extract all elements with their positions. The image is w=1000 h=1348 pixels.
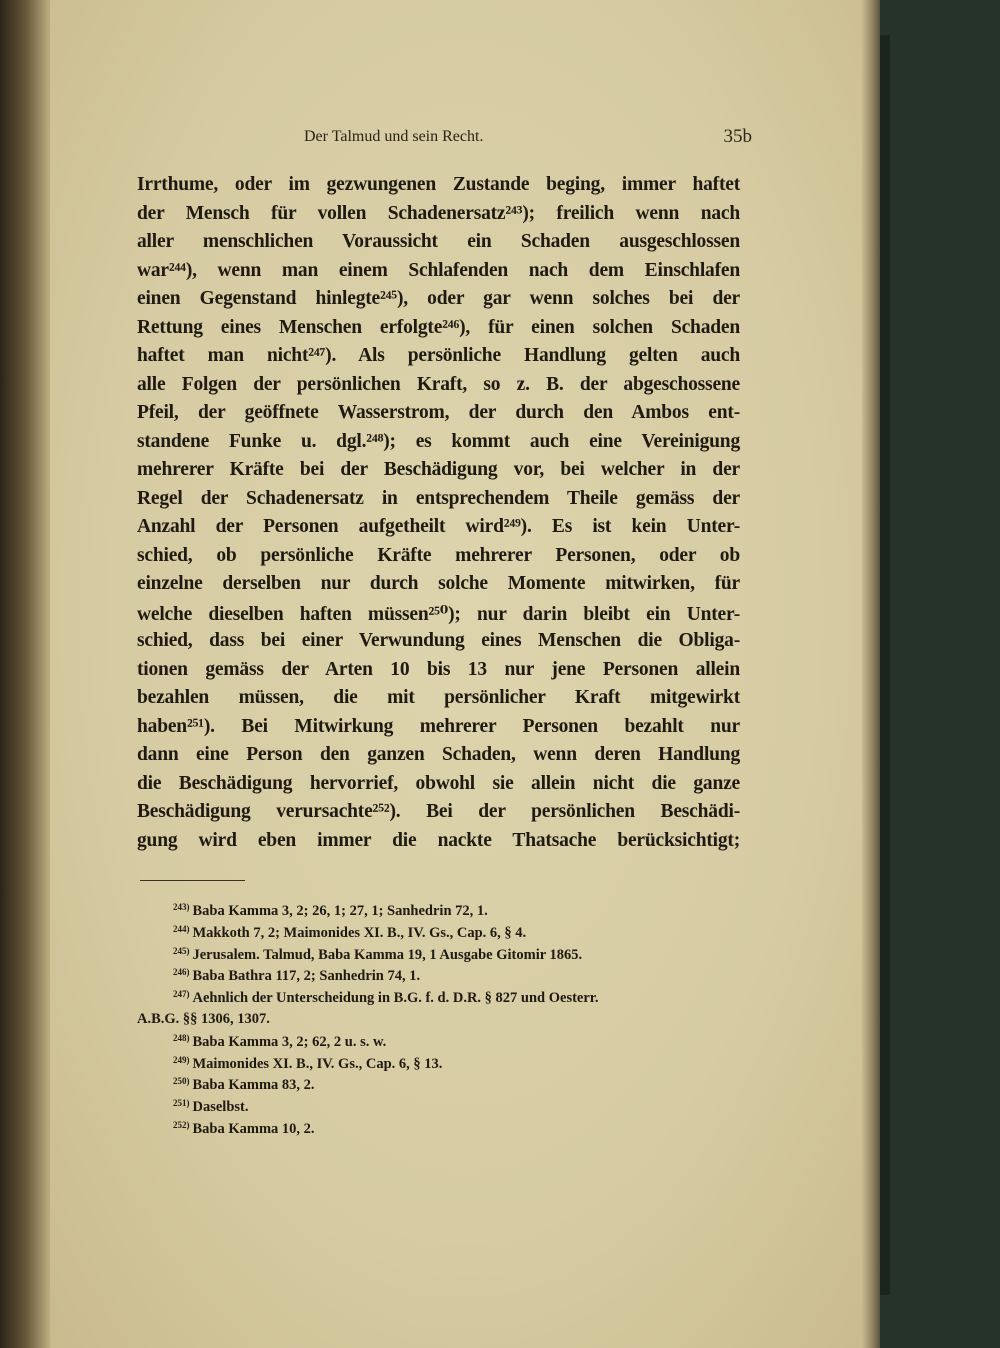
footnote-number: 245) xyxy=(173,945,190,956)
body-line-text: haftet man nicht²⁴⁷). Als persönliche Handlung gelten auch xyxy=(137,345,740,366)
footnote-text: Baba Bathra 117, 2; Sanhedrin 74, 1. xyxy=(192,968,421,985)
footnote xyxy=(173,1120,315,1138)
body-line xyxy=(137,345,740,367)
footnote-continuation: A.B.G. §§ 1306, 1307. xyxy=(137,1011,270,1027)
body-line-text: Irrthume, oder im gezwungenen Zustande beging, immer haftet xyxy=(137,174,740,195)
body-line xyxy=(137,231,740,253)
body-line xyxy=(137,545,740,567)
body-line-text: Anzahl der Personen aufgetheilt wird²⁴⁹). Es ist kein Unter- xyxy=(137,516,740,537)
body-line-text: dann eine Person den ganzen Schaden, wenn deren Handlung xyxy=(137,744,740,765)
body-line-text: der Mensch für vollen Schadenersatz²⁴³); freilich wenn nach xyxy=(137,202,740,224)
body-line-text: einzelne derselben nur durch solche Momente mitwirken, für xyxy=(137,573,740,594)
footnote xyxy=(173,1098,249,1116)
footnote xyxy=(173,902,488,920)
footnote-text: Jerusalem. Talmud, Baba Kamma 19, 1 Ausgabe Gitomir 1865. xyxy=(192,946,583,963)
body-line xyxy=(137,630,740,652)
running-title: Der Talmud und sein Recht. xyxy=(304,128,484,145)
body-line-text: die Beschädigung hervorrief, obwohl sie allein nicht die ganze xyxy=(137,772,740,794)
body-line-text: einen Gegenstand hinlegte²⁴⁵), oder gar wenn solches bei der xyxy=(137,288,740,309)
footnote xyxy=(173,967,420,985)
footnote-number: 252) xyxy=(173,1120,190,1130)
body-line-text: aller menschlichen Voraussicht ein Schaden ausgeschlossen xyxy=(137,231,740,252)
footnote-number: 247) xyxy=(173,989,190,1000)
footnote-text: Daselbst. xyxy=(192,1099,249,1116)
body-line xyxy=(137,459,740,481)
footnote-number: 249) xyxy=(173,1054,190,1065)
cover-rim xyxy=(880,35,890,1295)
body-line xyxy=(137,431,740,453)
footnote-text: Baba Kamma 10, 2. xyxy=(192,1121,315,1137)
footnote-text: Maimonides XI. B., IV. Gs., Cap. 6, § 13. xyxy=(192,1055,443,1072)
footnote xyxy=(173,1076,315,1094)
body-line-text: Pfeil, der geöffnete Wasserstrom, der durch den Ambos ent- xyxy=(137,402,740,423)
body-line xyxy=(137,203,740,225)
body-line xyxy=(137,317,740,339)
footnote-separator xyxy=(140,880,245,881)
footnote-text: Baba Kamma 3, 2; 26, 1; 27, 1; Sanhedrin 72, 1. xyxy=(192,903,488,919)
body-line-text: gung wird eben immer die nackte Thatsache berücksichtigt; xyxy=(137,829,740,851)
body-line-text: schied, dass bei einer Verwundung eines Menschen die Obliga- xyxy=(137,630,740,651)
footnote xyxy=(173,1033,386,1051)
body-line xyxy=(137,488,740,510)
body-line xyxy=(137,573,740,595)
body-line xyxy=(137,830,740,852)
footnote-text: Baba Kamma 3, 2; 62, 2 u. s. w. xyxy=(192,1033,387,1050)
footnote-number: 246) xyxy=(173,967,190,978)
footnote-number: 250) xyxy=(173,1076,190,1087)
body-line xyxy=(137,659,740,681)
body-line xyxy=(137,288,740,310)
footnote-text: Baba Kamma 83, 2. xyxy=(192,1077,315,1094)
body-line xyxy=(137,716,740,738)
footnote-number: 248) xyxy=(173,1032,190,1043)
body-line xyxy=(137,374,740,396)
footnote xyxy=(173,989,599,1007)
body-line-text: Rettung eines Menschen erfolgte²⁴⁶), für einen solchen Schaden xyxy=(137,316,740,338)
body-line xyxy=(137,174,740,196)
body-line-text: standene Funke u. dgl.²⁴⁸); es kommt auch eine Vereinigung xyxy=(137,430,740,452)
body-line-text: war²⁴⁴), wenn man einem Schlafenden nach dem Einschlafen xyxy=(137,259,740,281)
body-line-text: Beschädigung verursachte²⁵²). Bei der persönlichen Beschädi- xyxy=(137,801,740,822)
body-line-text: Regel der Schadenersatz in entsprechendem Theile gemäss der xyxy=(137,487,740,509)
body-line-text: tionen gemäss der Arten 10 bis 13 nur jene Personen allein xyxy=(137,658,740,680)
footnote xyxy=(173,1055,442,1073)
body-line xyxy=(137,773,740,795)
body-line-text: mehrerer Kräfte bei der Beschädigung vor, bei welcher in der xyxy=(137,459,740,480)
footnote xyxy=(173,924,526,942)
footnote xyxy=(173,946,582,964)
body-line xyxy=(137,801,740,823)
body-line xyxy=(137,602,740,626)
body-line-text: haben²⁵¹). Bei Mitwirkung mehrerer Personen bezahlt nur xyxy=(137,715,740,737)
body-line xyxy=(137,687,740,709)
footnote-text: Makkoth 7, 2; Maimonides XI. B., IV. Gs., Cap. 6, § 4. xyxy=(192,924,527,941)
page-number: 35b xyxy=(723,126,752,147)
footnote-text: Aehnlich der Unterscheidung in B.G. f. d. D.R. § 827 und Oesterr. xyxy=(192,990,599,1007)
book-cover xyxy=(880,0,1000,1348)
footnote-number: 244) xyxy=(173,923,190,934)
page-header xyxy=(137,126,752,154)
footnote-number: 243) xyxy=(173,902,190,912)
body-line xyxy=(137,260,740,282)
footnote-number: 251) xyxy=(173,1098,190,1109)
body-line xyxy=(137,516,740,538)
body-line xyxy=(137,402,740,424)
body-line xyxy=(137,744,740,766)
body-line-text: alle Folgen der persönlichen Kraft, so z. B. der abgeschossene xyxy=(137,373,740,395)
body-line-text: bezahlen müssen, die mit persönlicher Kraft mitgewirkt xyxy=(137,687,740,708)
body-line-text: schied, ob persönliche Kräfte mehrerer Personen, oder ob xyxy=(137,544,740,566)
body-line-text: welche dieselben haften müssen²⁵⁰); nur darin bleibt ein Unter- xyxy=(137,603,740,625)
